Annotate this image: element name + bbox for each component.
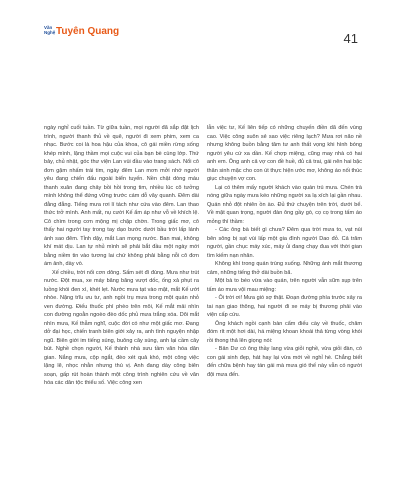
paragraph: Không khí trong quán trùng xuống. Những ánh mắt thương cảm, những tiếng thở dài buồn bã.: [207, 261, 362, 276]
paragraph: Xế chiều, trời nổi cơn dông. Sấm sét đì đùng. Mưa như trút nước. Đột mua, xe máy băng băng vượt dốc, ống xả phụt ra luồng khói đen xì, khét lẹt. Nước mưa tạt vào mặt, mắt Kế ướt nhòe. Nặng trĩu ưu tư, anh ngồi trụ mưa trong một quán nhỏ ven đường. Điếu thuốc phì phèo trên môi, Kế mắt mải nhìn con đường ngoằn ngoèo đèo dốc phủ mưa trắng xóa. Dõi mắt nhìn mưa, Kế thẫm nghĩ, cuộc đời có như một giấc mơ. Đang dở đại học, chiến tranh biên giới xảy ra, anh tình nguyện nhập ngũ. Biên giới im tiếng súng, buông cây súng, anh lại cầm cây bút. Nghề chọn người, Kế thành nhà sưu tầm văn hóa dân gian. Nắng mưa, cộp ngắt, đèo xét quả khó, một công việc lặng lẽ, nhọc nhằn nhưng thú vị. Anh đang dày công biên soạn, gấp rút hoàn thành một công trình nghiên cứu về văn hóa các dân tộc thiểu số. Việc công xen: [44, 269, 199, 386]
logo-name: Tuyên Quang: [56, 26, 120, 37]
left-column: [44, 124, 199, 388]
page-number: 41: [343, 31, 358, 46]
logo-line-1: Văn: [44, 25, 53, 30]
paragraph: Lại có thêm mấy người khách vào quán trú mưa. Chén trà nóng giữa ngày mưa kéo những người xa lạ xích lại gần nhau. Quán nhỏ đột nhiên ồn ào. Đủ thứ chuyện trên trời, dưới bể. Về mặt quan trọng, người đàn ông gầy gò, cọ cọ trong tấm áo mỏng thì thầm:: [207, 184, 362, 225]
page-header: [0, 0, 402, 70]
paragraph: - Bản Dư có ông thầy lang vừa giỏi nghề, vừa giỏi đàn, có con gái sinh đẹp, hát hay lại vừa mới về nghỉ hè. Chẳng biết đến chữa bệnh hay tán gái mà mưa gió thế này vẫn có người đội mưa đến.: [207, 346, 362, 378]
logo-line-2: Nghệ: [44, 30, 56, 35]
paragraph: Một bà to béo vừa vào quán, trên người vẫn sũm sụp trên tấm áo mưa vội mau miệng:: [207, 278, 362, 293]
paragraph: Ông khách ngồi cạnh bàn cẩm điếu cày về thuốc, châm đóm rít một hơi dài, há miệng khoan khoái thả từng vòng khói rồi thong thả lên giọng nói:: [207, 320, 362, 344]
paragraph: - Ôi trời ơi! Mưa gió sợ thật. Đoạn đường phía trước xảy ra tai nạn giao thông, hai người đi xe máy bị thương phải vào viện cấp cứu.: [207, 295, 362, 318]
paragraph: lẫn việc tư, Kế liên tiếp có những chuyến điền dã đến vùng cao. Việc công suôn sẻ sao việc riêng lạch? Mưa rơi não nề nhưng không buồn bằng tâm tư anh thất vọng khi hình bóng người yêu cứ xa dần. Kế chợp miệng, cũng may nhà có hai anh em. Ông anh cả vợ con đề huề, đủ cả trai, gái nên hai bậc thân sinh mặc cho con út thực hiện ước mơ, không áo nối thúc giục chuyện vợ con.: [207, 125, 362, 182]
paragraph: ngày nghỉ cuối tuần. Từ giữa tuần, mọi người đã sắp đặt lịch trình, người thanh thủ về quê, người đi xem phim, xem ca nhạc. Bước coi là hoa hậu của khoa, cô gái miền rừng sống khép mình, lặng thầm mọi cuộc vui của bạn bè cùng lớp. Thứ bảy, chủ nhật, góc thư viện Lan vùi đầu vào trang sách. Nổi cô đơn gặm nhấm trái tim, ngày đêm Lan mơn mởi nhớ người yêu đang chiến đấu ngoài biển tuyến. Nền chật dòng máu thanh xuân đang chảy bồi hồi trong tim, nhiều lúc cô tưởng mình không thể đứng vững trước cám dỗ vây quanh. Đêm dài đằng đẵng. Tiếng mưa rơi lí tách như cứa vào đêm. Lan thao thức trở mình. Anh mất, nụ cười Kế ẩm áp như vỗ về khích lệ. Cô chìm trong cơn mộng mị chập chờn. Trong giấc mơ, cô thấy hai người tay trong tay dạo bước dưới bầu trời lấp lánh ánh sao đêm. Tỉnh dậy, mắt Lan mọng nước. Ban mai, không khí mát dịu. Lan tự nhủ mình sẽ phải bắt đầu một ngày mới bằng niềm tin vào tương lai chứ không phải bằng nỗi cô đơn ám ảnh, dày vò.: [44, 125, 199, 267]
right-column: [207, 124, 362, 379]
paragraph: - Các ông bà biết gì chưa? Đêm qua trời mưa to, vạt núi bên sông bị sạt vùi lấp một gia đình người Dao đỏ. Cả trăm người, gần chục máy xúc, máy ủi đang chạy đua với thời gian tìm kiếm nạn nhân.: [207, 227, 362, 259]
